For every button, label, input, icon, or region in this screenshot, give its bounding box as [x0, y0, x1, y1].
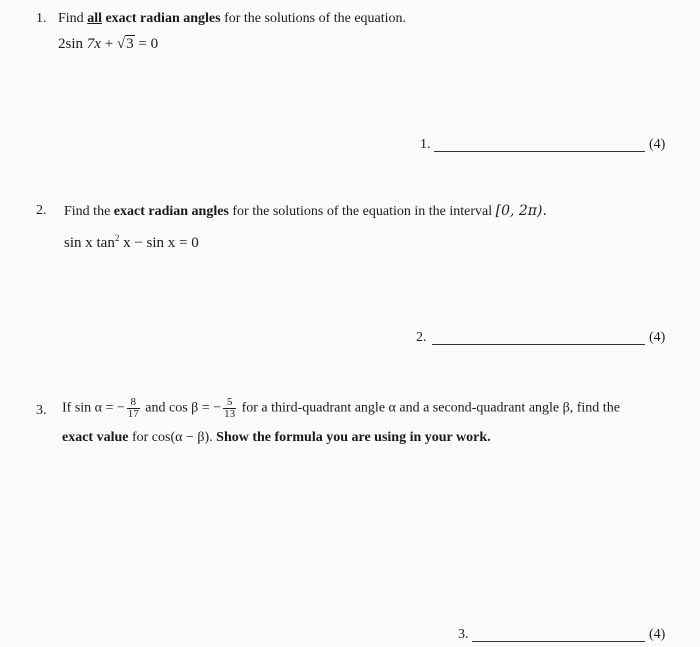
fraction-8-17: $\frac{8}{17}$	[127, 396, 139, 420]
question-1-equation: 2sin 7x + √3 = 0	[58, 36, 159, 52]
answer-1-label: 1.	[420, 137, 431, 152]
question-2-equation: sin x $\tan^2 x - \sin x = 0$	[64, 233, 199, 251]
answer-1-line[interactable]	[434, 151, 645, 152]
question-3-prompt-line2: exact value for cos(α − β). Show the formula you are using in your work.	[62, 430, 491, 445]
question-3-number: 3.	[36, 403, 47, 418]
question-3-prompt-line1: If sin α = − $\frac{8}{17}$ and cos β = − $\frac{5}{13}$ for a third-quadrant angle α and a second-quadrant angle β, find the	[62, 396, 620, 420]
answer-2-marks: (4)	[649, 330, 666, 345]
answer-3-line[interactable]	[472, 641, 645, 642]
question-2-prompt: Find the exact radian angles for the solutions of the equation in the interval [0, 2π).	[64, 203, 547, 219]
question-1-number: 1.	[36, 11, 47, 26]
answer-2-line[interactable]	[432, 344, 645, 345]
answer-3-label: 3.	[458, 627, 469, 642]
answer-2-label: 2.	[416, 330, 427, 345]
answer-1-marks: (4)	[649, 137, 666, 152]
question-1-prompt: Find all exact radian angles for the solutions of the equation.	[58, 11, 407, 26]
answer-3-marks: (4)	[649, 627, 666, 642]
question-2-number: 2.	[36, 203, 47, 218]
fraction-5-13: $\frac{5}{13}$	[224, 396, 236, 420]
